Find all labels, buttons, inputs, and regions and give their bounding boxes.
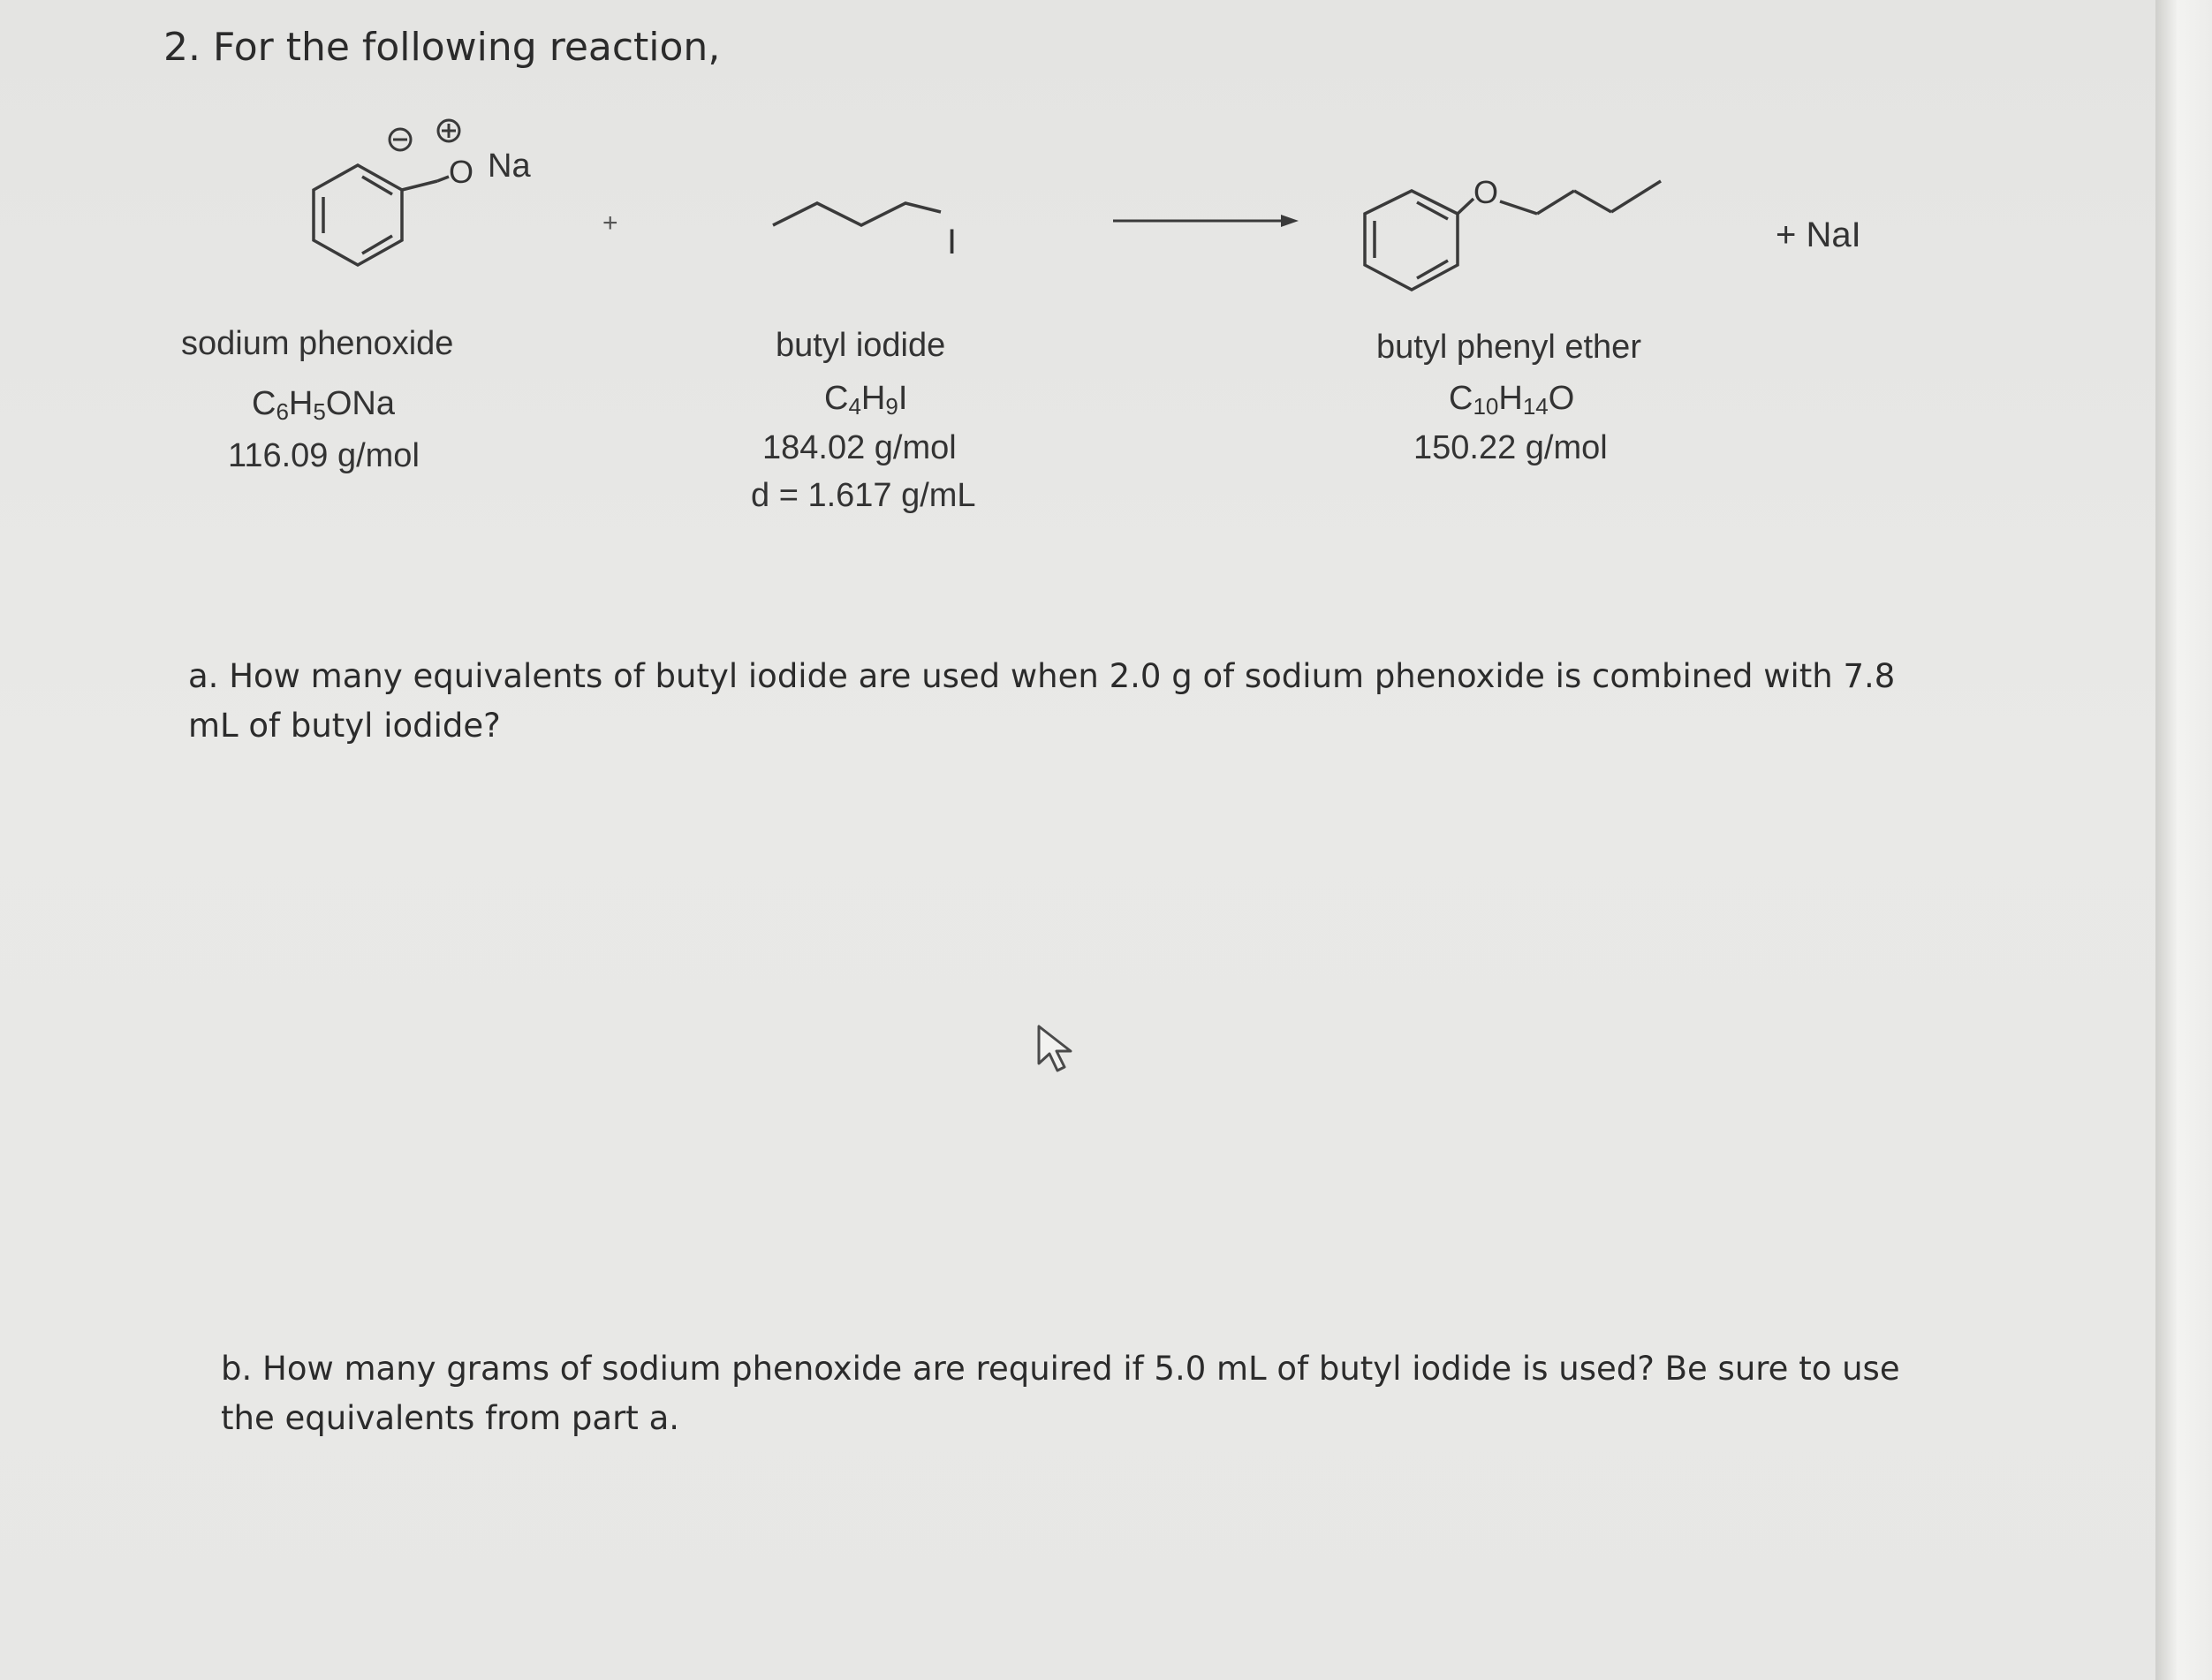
part-a-line-1: a. How many equivalents of butyl iodide are used when 2.0 g of sodium phenoxide is combined with 7.8 [188,657,1896,695]
phenoxide-oxygen-label: O [449,154,474,190]
reactant2-name: butyl iodide [776,327,946,364]
screen-bezel-edge [2155,0,2212,1680]
reactant1-formula: $C_6H_5ONa$ [252,385,395,425]
question-part-a [188,652,2132,751]
butyl-iodide-structure [764,185,994,274]
product-molar-mass: 150.22 g/mol [1413,429,1608,466]
plus-sign-1: + [602,208,618,238]
question-title: 2. For the following reaction, [163,25,721,70]
reaction-arrow [1109,208,1303,234]
sodium-phenoxide-structure [256,106,531,309]
butyl-phenyl-ether-structure [1343,159,1714,309]
reactant2-density: d = 1.617 g/mL [751,477,976,514]
question-part-b [221,1344,2120,1443]
reactant1-molar-mass: 116.09 g/mol [228,437,420,474]
mouse-pointer-icon [1035,1023,1079,1076]
product-formula: $C_{10}H_{14}O$ [1449,380,1575,420]
ether-oxygen-label: O [1473,174,1499,210]
iodine-atom-label: I [947,223,958,261]
byproduct-nai: + NaI [1776,216,1861,254]
reactant2-formula: $C_4H_9I$ [824,380,908,420]
reactant1-name: sodium phenoxide [181,325,454,362]
part-b-line-2: the equivalents from part a. [221,1399,680,1437]
part-b-line-1: b. How many grams of sodium phenoxide are required if 5.0 mL of butyl iodide is used? Be sure to use [221,1350,1900,1388]
reactant2-molar-mass: 184.02 g/mol [762,429,957,466]
sodium-label: Na [488,148,531,185]
product-name: butyl phenyl ether [1376,329,1641,366]
part-a-line-2: mL of butyl iodide? [188,707,501,745]
